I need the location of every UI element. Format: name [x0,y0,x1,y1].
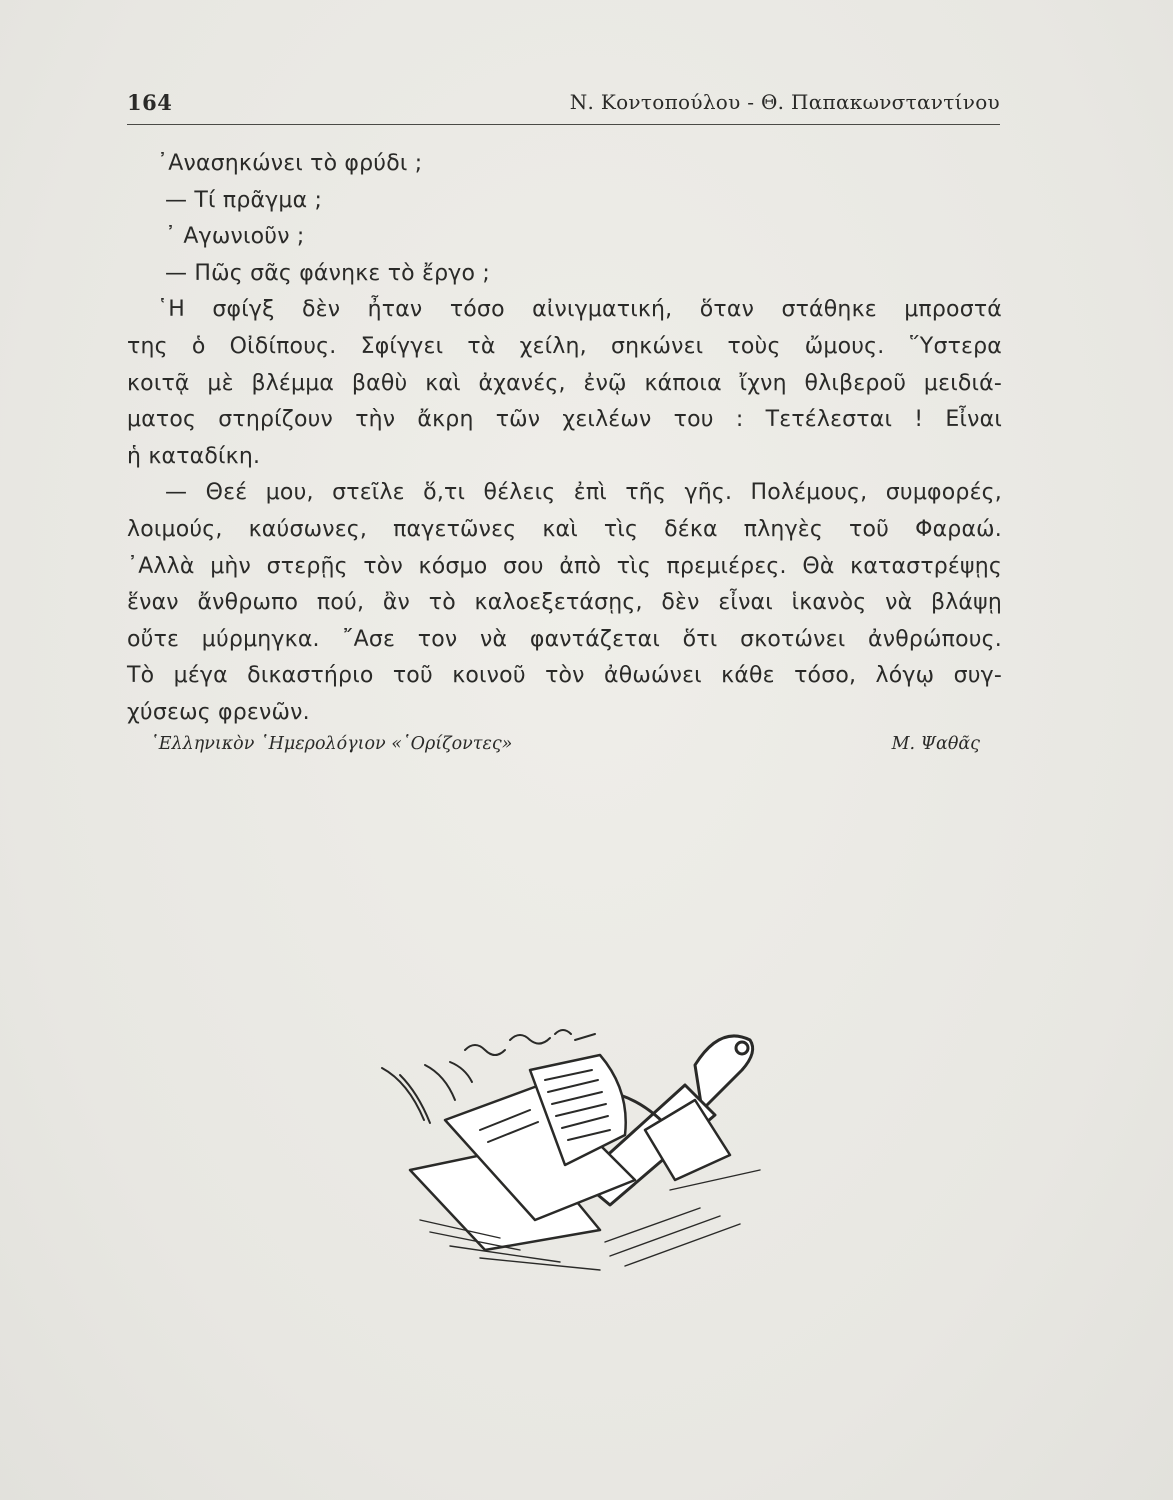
running-head: Ν. Κοντοπούλου - Θ. Παπακωνσταντίνου [569,90,1000,114]
source-title: ῾Ελληνικὸν ῾Ημερολόγιον «῾Ορίζοντες» [150,734,513,754]
body-text [127,146,1002,732]
text-line: ῾Η σφίγξ δὲν ἦταν τόσο αἰνιγματική, ὅταν στάθηκε μπροστά [157,297,1002,323]
text-line: ἡ καταδίκη. [127,443,261,469]
text-line: — Τί πρᾶγμα ; [165,187,323,213]
text-line: ἕναν ἄνθρωπο πού, ἂν τὸ καλοεξετάσῃς, δὲν εἶναι ἱκανὸς νὰ βλάψῃ [127,590,1002,616]
text-line: ᾿ Αγωνιοῦν ; [165,224,305,250]
source-attribution [150,734,980,764]
text-line: — Θεέ μου, στεῖλε ὅ,τι θέλεις ἐπὶ τῆς γῆς. Πολέμους, συμφορές, [165,480,1002,506]
text-line: ματος στηρίζουν τὴν ἄκρη τῶν χειλέων του : Τετέλεσται ! Εἶναι [127,407,1002,433]
text-line: ᾿Αλλὰ μὴν στερῇς τὸν κόσμο σου ἀπὸ τὶς πρεμιέρες. Θὰ καταστρέψῃς [127,553,1002,579]
text-line: ᾿Ανασηκώνει τὸ φρύδι ; [157,151,423,176]
page-header [127,88,1000,125]
text-line: λοιμούς, καύσωνες, παγετῶνες καὶ τὶς δέκα πληγὲς τοῦ Φαραώ. [127,516,1002,542]
source-author: Μ. Ψαθᾶς [891,734,980,754]
text-line: της ὁ Οἰδίπους. Σφίγγει τὰ χείλη, σηκώνει τοὺς ὤμους. ῞Υστερα [127,333,1002,359]
text-line: κοιτᾷ μὲ βλέμμα βαθὺ καὶ ἀχανές, ἐνῷ κάποια ἴχνη θλιβεροῦ μειδιά- [127,370,1002,396]
knife-papers-illustration [370,1010,820,1280]
text-line: — Πῶς σᾶς φάνηκε τὸ ἔργο ; [165,260,490,286]
page-number: 164 [127,90,173,115]
text-line: οὔτε μύρμηγκα. ῎Ασε τον νὰ φαντάζεται ὅτι σκοτώνει ἀνθρώπους. [127,626,1002,652]
papers [410,1055,730,1250]
text-line: Τὸ μέγα δικαστήριο τοῦ κοινοῦ τὸν ἀθωώνει κάθε τόσο, λόγῳ συγ- [127,663,1002,689]
text-line: χύσεως φρενῶν. [127,699,310,725]
